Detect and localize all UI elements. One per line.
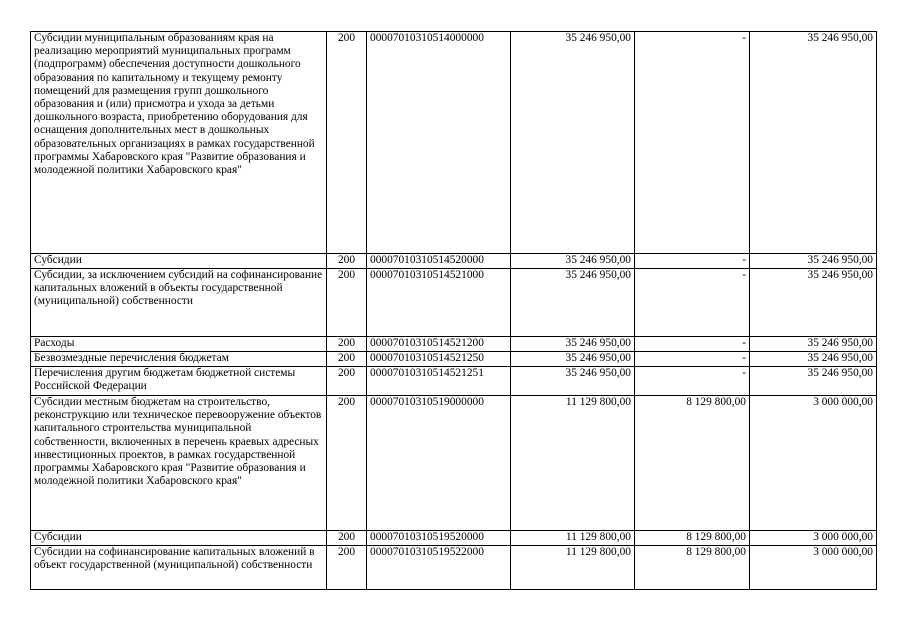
row-remaining-cell: 3 000 000,00 bbox=[750, 546, 877, 590]
row-remaining-cell: 35 246 950,00 bbox=[750, 32, 877, 254]
row-kbk-cell: 00007010310514521250 bbox=[367, 352, 511, 367]
row-remaining-cell: 35 246 950,00 bbox=[750, 337, 877, 352]
row-executed-cell: - bbox=[635, 254, 750, 269]
row-code-cell: 200 bbox=[327, 32, 367, 254]
row-approved-cell: 35 246 950,00 bbox=[511, 269, 635, 337]
row-name-cell: Безвозмездные перечисления бюджетам bbox=[31, 352, 327, 367]
table-row bbox=[31, 396, 877, 531]
row-kbk-cell: 00007010310514521000 bbox=[367, 269, 511, 337]
row-kbk-cell: 00007010310514521200 bbox=[367, 337, 511, 352]
row-approved-cell: 35 246 950,00 bbox=[511, 32, 635, 254]
row-name-cell: Субсидии, за исключением субсидий на софинансирование капитальных вложений в объекты государственной (муниципальной) собственности bbox=[31, 269, 327, 337]
row-approved-cell: 11 129 800,00 bbox=[511, 531, 635, 546]
row-kbk-cell: 00007010310514000000 bbox=[367, 32, 511, 254]
row-kbk-cell: 00007010310519000000 bbox=[367, 396, 511, 531]
table-row bbox=[31, 531, 877, 546]
row-approved-cell: 35 246 950,00 bbox=[511, 254, 635, 269]
row-executed-cell: - bbox=[635, 32, 750, 254]
row-name-cell: Расходы bbox=[31, 337, 327, 352]
row-remaining-cell: 3 000 000,00 bbox=[750, 396, 877, 531]
row-kbk-cell: 00007010310514520000 bbox=[367, 254, 511, 269]
row-approved-cell: 35 246 950,00 bbox=[511, 367, 635, 396]
row-executed-cell: 8 129 800,00 bbox=[635, 546, 750, 590]
row-approved-cell: 35 246 950,00 bbox=[511, 352, 635, 367]
row-approved-cell: 11 129 800,00 bbox=[511, 546, 635, 590]
row-name-cell: Субсидии местным бюджетам на строительство, реконструкцию или техническое перевооружение объектов капитального строительства муниципальной собственности, включенных в перечень краевых адресных инвестиционных проектов, в рамках государственной программы Хабаровского края "Развитие образования и молодежной политики Хабаровского края" bbox=[31, 396, 327, 531]
table-row bbox=[31, 367, 877, 396]
budget-table bbox=[30, 31, 877, 590]
row-kbk-cell: 00007010310519520000 bbox=[367, 531, 511, 546]
row-name-cell: Субсидии bbox=[31, 254, 327, 269]
table-row bbox=[31, 269, 877, 337]
row-code-cell: 200 bbox=[327, 546, 367, 590]
table-row bbox=[31, 254, 877, 269]
row-kbk-cell: 00007010310514521251 bbox=[367, 367, 511, 396]
row-executed-cell: - bbox=[635, 337, 750, 352]
row-remaining-cell: 35 246 950,00 bbox=[750, 269, 877, 337]
row-executed-cell: - bbox=[635, 269, 750, 337]
row-name-cell: Перечисления другим бюджетам бюджетной системы Российской Федерации bbox=[31, 367, 327, 396]
row-remaining-cell: 35 246 950,00 bbox=[750, 254, 877, 269]
row-name-cell: Субсидии на софинансирование капитальных вложений в объект государственной (муниципальной) собственности bbox=[31, 546, 327, 590]
table-row bbox=[31, 337, 877, 352]
row-approved-cell: 11 129 800,00 bbox=[511, 396, 635, 531]
row-name-cell: Субсидии bbox=[31, 531, 327, 546]
row-kbk-cell: 00007010310519522000 bbox=[367, 546, 511, 590]
row-code-cell: 200 bbox=[327, 531, 367, 546]
row-executed-cell: 8 129 800,00 bbox=[635, 396, 750, 531]
table-row bbox=[31, 352, 877, 367]
row-remaining-cell: 35 246 950,00 bbox=[750, 367, 877, 396]
row-remaining-cell: 35 246 950,00 bbox=[750, 352, 877, 367]
row-code-cell: 200 bbox=[327, 396, 367, 531]
row-code-cell: 200 bbox=[327, 367, 367, 396]
row-executed-cell: 8 129 800,00 bbox=[635, 531, 750, 546]
row-name-cell: Субсидии муниципальным образованиям края на реализацию мероприятий муниципальных программ (подпрограмм) обеспечения доступности дошкольного образования по капитальному и текущему ремонту помещений для размещения групп дошкольного образования и (или) присмотра и ухода за детьми дошкольного возраста, приобретению оборудования для оснащения дополнительных мест в дошкольных образовательных организациях в рамках государственной программы Хабаровского края "Развитие образования и молодежной политики Хабаровского края" bbox=[31, 32, 327, 254]
row-code-cell: 200 bbox=[327, 352, 367, 367]
row-approved-cell: 35 246 950,00 bbox=[511, 337, 635, 352]
row-executed-cell: - bbox=[635, 367, 750, 396]
row-code-cell: 200 bbox=[327, 337, 367, 352]
row-remaining-cell: 3 000 000,00 bbox=[750, 531, 877, 546]
row-code-cell: 200 bbox=[327, 269, 367, 337]
row-executed-cell: - bbox=[635, 352, 750, 367]
row-code-cell: 200 bbox=[327, 254, 367, 269]
table-row bbox=[31, 546, 877, 590]
table-row bbox=[31, 32, 877, 254]
